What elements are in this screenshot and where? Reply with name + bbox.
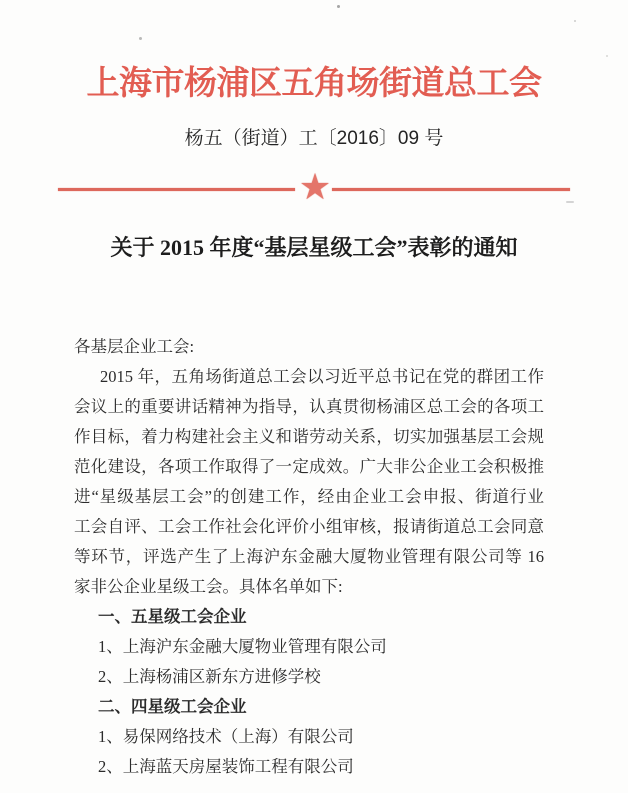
body-line: 2015 年，五角场街道总工会以习近平总书记在党的群团工作 [100, 367, 544, 386]
document-number: 杨五（街道）工〔2016〕09 号 [184, 128, 444, 149]
body-line: 家非公企业星级工会。具体名单如下: [74, 577, 343, 596]
scan-speck [139, 37, 142, 40]
body-line: 作目标，着力构建社会主义和谐劳动关系，切实加强基层工会规 [74, 427, 544, 446]
body-line: 会议上的重要讲话精神为指导，认真贯彻杨浦区总工会的各项工 [74, 397, 544, 416]
scan-speck [566, 201, 574, 203]
red-rule-right-segment [332, 188, 570, 191]
scan-speck [574, 20, 576, 22]
list-item: 1、易保网络技术（上海）有限公司 [98, 727, 354, 746]
section-heading-four-star: 二、四星级工会企业 [98, 697, 247, 716]
red-rule-left-segment [58, 188, 295, 191]
list-item: 2、上海杨浦区新东方进修学校 [98, 667, 321, 686]
salutation: 各基层企业工会: [74, 337, 195, 356]
list-item: 2、上海蓝天房屋装饰工程有限公司 [98, 757, 354, 776]
red-star-icon: ★ [298, 167, 332, 207]
notice-body [74, 332, 544, 782]
scan-speck [606, 55, 608, 57]
body-line: 进“星级基层工会”的创建工作，经由企业工会申报、街道行业 [74, 487, 544, 506]
letterhead-org-title: 上海市杨浦区五角场街道总工会 [86, 66, 542, 102]
body-line: 等环节，评选产生了上海沪东金融大厦物业管理有限公司等 16 [74, 547, 544, 566]
list-item: 1、上海沪东金融大厦物业管理有限公司 [98, 637, 387, 656]
section-heading-five-star: 一、五星级工会企业 [98, 607, 247, 626]
notice-title: 关于 2015 年度“基层星级工会”表彰的通知 [110, 235, 518, 260]
body-line: 工会自评、工会工作社会化评价小组审核，报请街道总工会同意 [74, 517, 544, 536]
body-line: 范化建设，各项工作取得了一定成效。广大非公企业工会积极推 [74, 457, 544, 476]
scan-speck [337, 5, 340, 8]
